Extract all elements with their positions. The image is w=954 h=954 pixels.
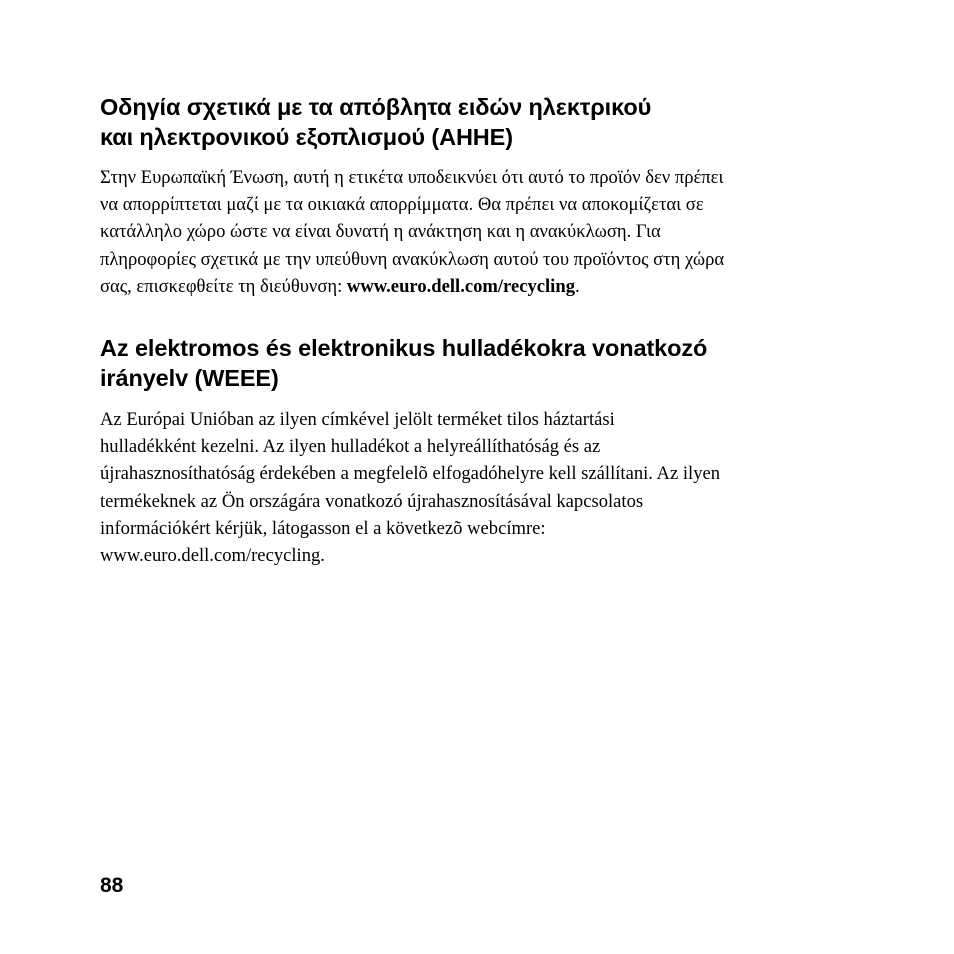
greek-recycling-url: www.euro.dell.com/recycling [346, 275, 575, 297]
hungarian-body-line: Az Európai Unióban az ilyen címkével jelölt terméket tilos háztartási [100, 409, 615, 431]
greek-body-line: Στην Ευρωπαϊκή Ένωση, αυτή η ετικέτα υποδεικνύει ότι αυτό το προϊόν δεν πρέπει [100, 167, 724, 188]
hungarian-recycling-url: www.euro.dell.com/recycling [100, 545, 321, 567]
hungarian-heading [100, 333, 860, 393]
page-number: 88 [100, 874, 124, 897]
hungarian-body-last-line [100, 542, 860, 569]
greek-body-last-suffix: . [575, 275, 580, 297]
hungarian-body-line: információkért kérjük, látogasson el a következõ webcímre: [100, 517, 546, 539]
greek-heading-line: και ηλεκτρονικού εξοπλισμού (ΑΗΗΕ) [100, 124, 513, 150]
hungarian-body-last-suffix: . [320, 545, 325, 567]
greek-body-line: να απορρίπτεται μαζί με τα οικιακά απορρίμματα. Θα πρέπει να αποκομίζεται σε [100, 194, 704, 216]
hungarian-heading-line: Az elektromos és elektronikus hulladékokra vonatkozó [100, 335, 708, 362]
hungarian-body-line: újrahasznosíthatóság érdekében a megfelelõ elfogadóhelyre kell szállítani. Az ilyen [100, 463, 721, 485]
hungarian-heading-line: irányelv (WEEE) [100, 365, 279, 392]
weee-directive-hungarian [100, 333, 860, 569]
greek-paragraph [100, 164, 860, 300]
greek-body-last-prefix: σας, επισκεφθείτε τη διεύθυνση: [100, 275, 347, 297]
weee-directive-greek [100, 92, 860, 300]
greek-body-line: πληροφορίες σχετικά με την υπεύθυνη ανακύκλωση αυτού του προϊόντος στη χώρα [100, 248, 725, 270]
greek-body-last-line [100, 273, 860, 300]
hungarian-body-line: termékeknek az Ön országára vonatkozó újrahasznosításával kapcsolatos [100, 490, 644, 512]
hungarian-paragraph [100, 406, 860, 569]
greek-heading-line: Οδηγία σχετικά με τα απόβλητα ειδών ηλεκτρικού [100, 94, 652, 120]
document-page [100, 92, 860, 569]
greek-heading [100, 92, 860, 152]
hungarian-body-line: hulladékként kezelni. Az ilyen hulladékot a helyreállíthatóság és az [100, 436, 601, 458]
greek-body-line: κατάλληλο χώρο ώστε να είναι δυνατή η ανάκτηση και η ανακύκλωση. Για [100, 221, 661, 243]
